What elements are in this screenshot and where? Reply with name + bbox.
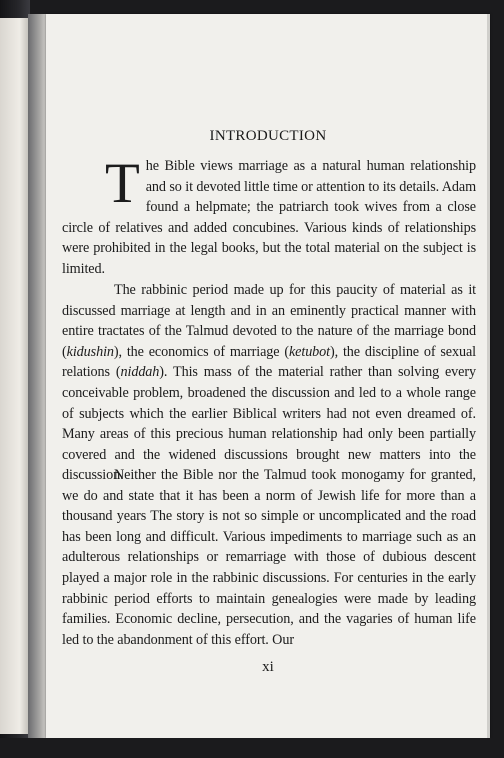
paragraph-2-text-b: ), the economics of marriage ( [113, 343, 289, 360]
paragraph-2-text-c: ), the discipline of sexual relations ( [62, 343, 476, 381]
paragraph-2 [62, 280, 476, 486]
paragraph-1 [62, 152, 476, 280]
term-niddah: niddah [120, 364, 160, 381]
drop-cap-letter: T [105, 152, 140, 215]
term-kidushin: kidushin [66, 343, 114, 360]
facing-page-edge [0, 18, 28, 734]
page-edge [487, 14, 490, 738]
term-ketubot: ketubot [288, 343, 331, 360]
paragraph-2-text-d: ). This mass of the material rather than solving every conceivable problem, broadened the discussion and led to a whole range of subjects which the earlier Biblical writers had not even dreamed of. Many areas of this precious human relationship had only been partially covered and the widened discussions brought new matters into the discussion. [62, 364, 476, 484]
scan-background-bottom [0, 738, 504, 758]
paragraph-3 [62, 465, 476, 650]
paragraph-1-text: he Bible views marriage as a natural human relationship and so it devoted little time or attention to its details. Adam found a helpmate; the patriarch took wives from a close circle of relatives and added concubines. Various kinds of relationships were prohibited in the legal books, but the total material on the subject is limited. [62, 158, 476, 277]
paragraph-2-text-a: The rabbinic period made up for this paucity of material as it discussed marriage at length and in an eminently practical manner with entire tractates of the Talmud devoted to the nature of the marriage bond ( [62, 282, 476, 360]
book-page [46, 14, 490, 738]
page-number: xi [262, 659, 274, 675]
paragraph-3-text: Neither the Bible nor the Talmud took monogamy for granted, we do and state that it has been a norm of Jewish life for more than a thousand years The story is not so simple or uncomplicated and the road has been long and difficult. Various impediments to marriage such as an adulterous relationships or remarriage with those of dubious descent played a major role in the rabbinic discussions. For centuries in the early rabbinic period efforts to maintain genealogies were made by leading families. Economic decline, persecution, and the vagaries of human life led to the abandonment of this effort. Our [62, 467, 476, 648]
chapter-heading: INTRODUCTION [209, 128, 327, 144]
